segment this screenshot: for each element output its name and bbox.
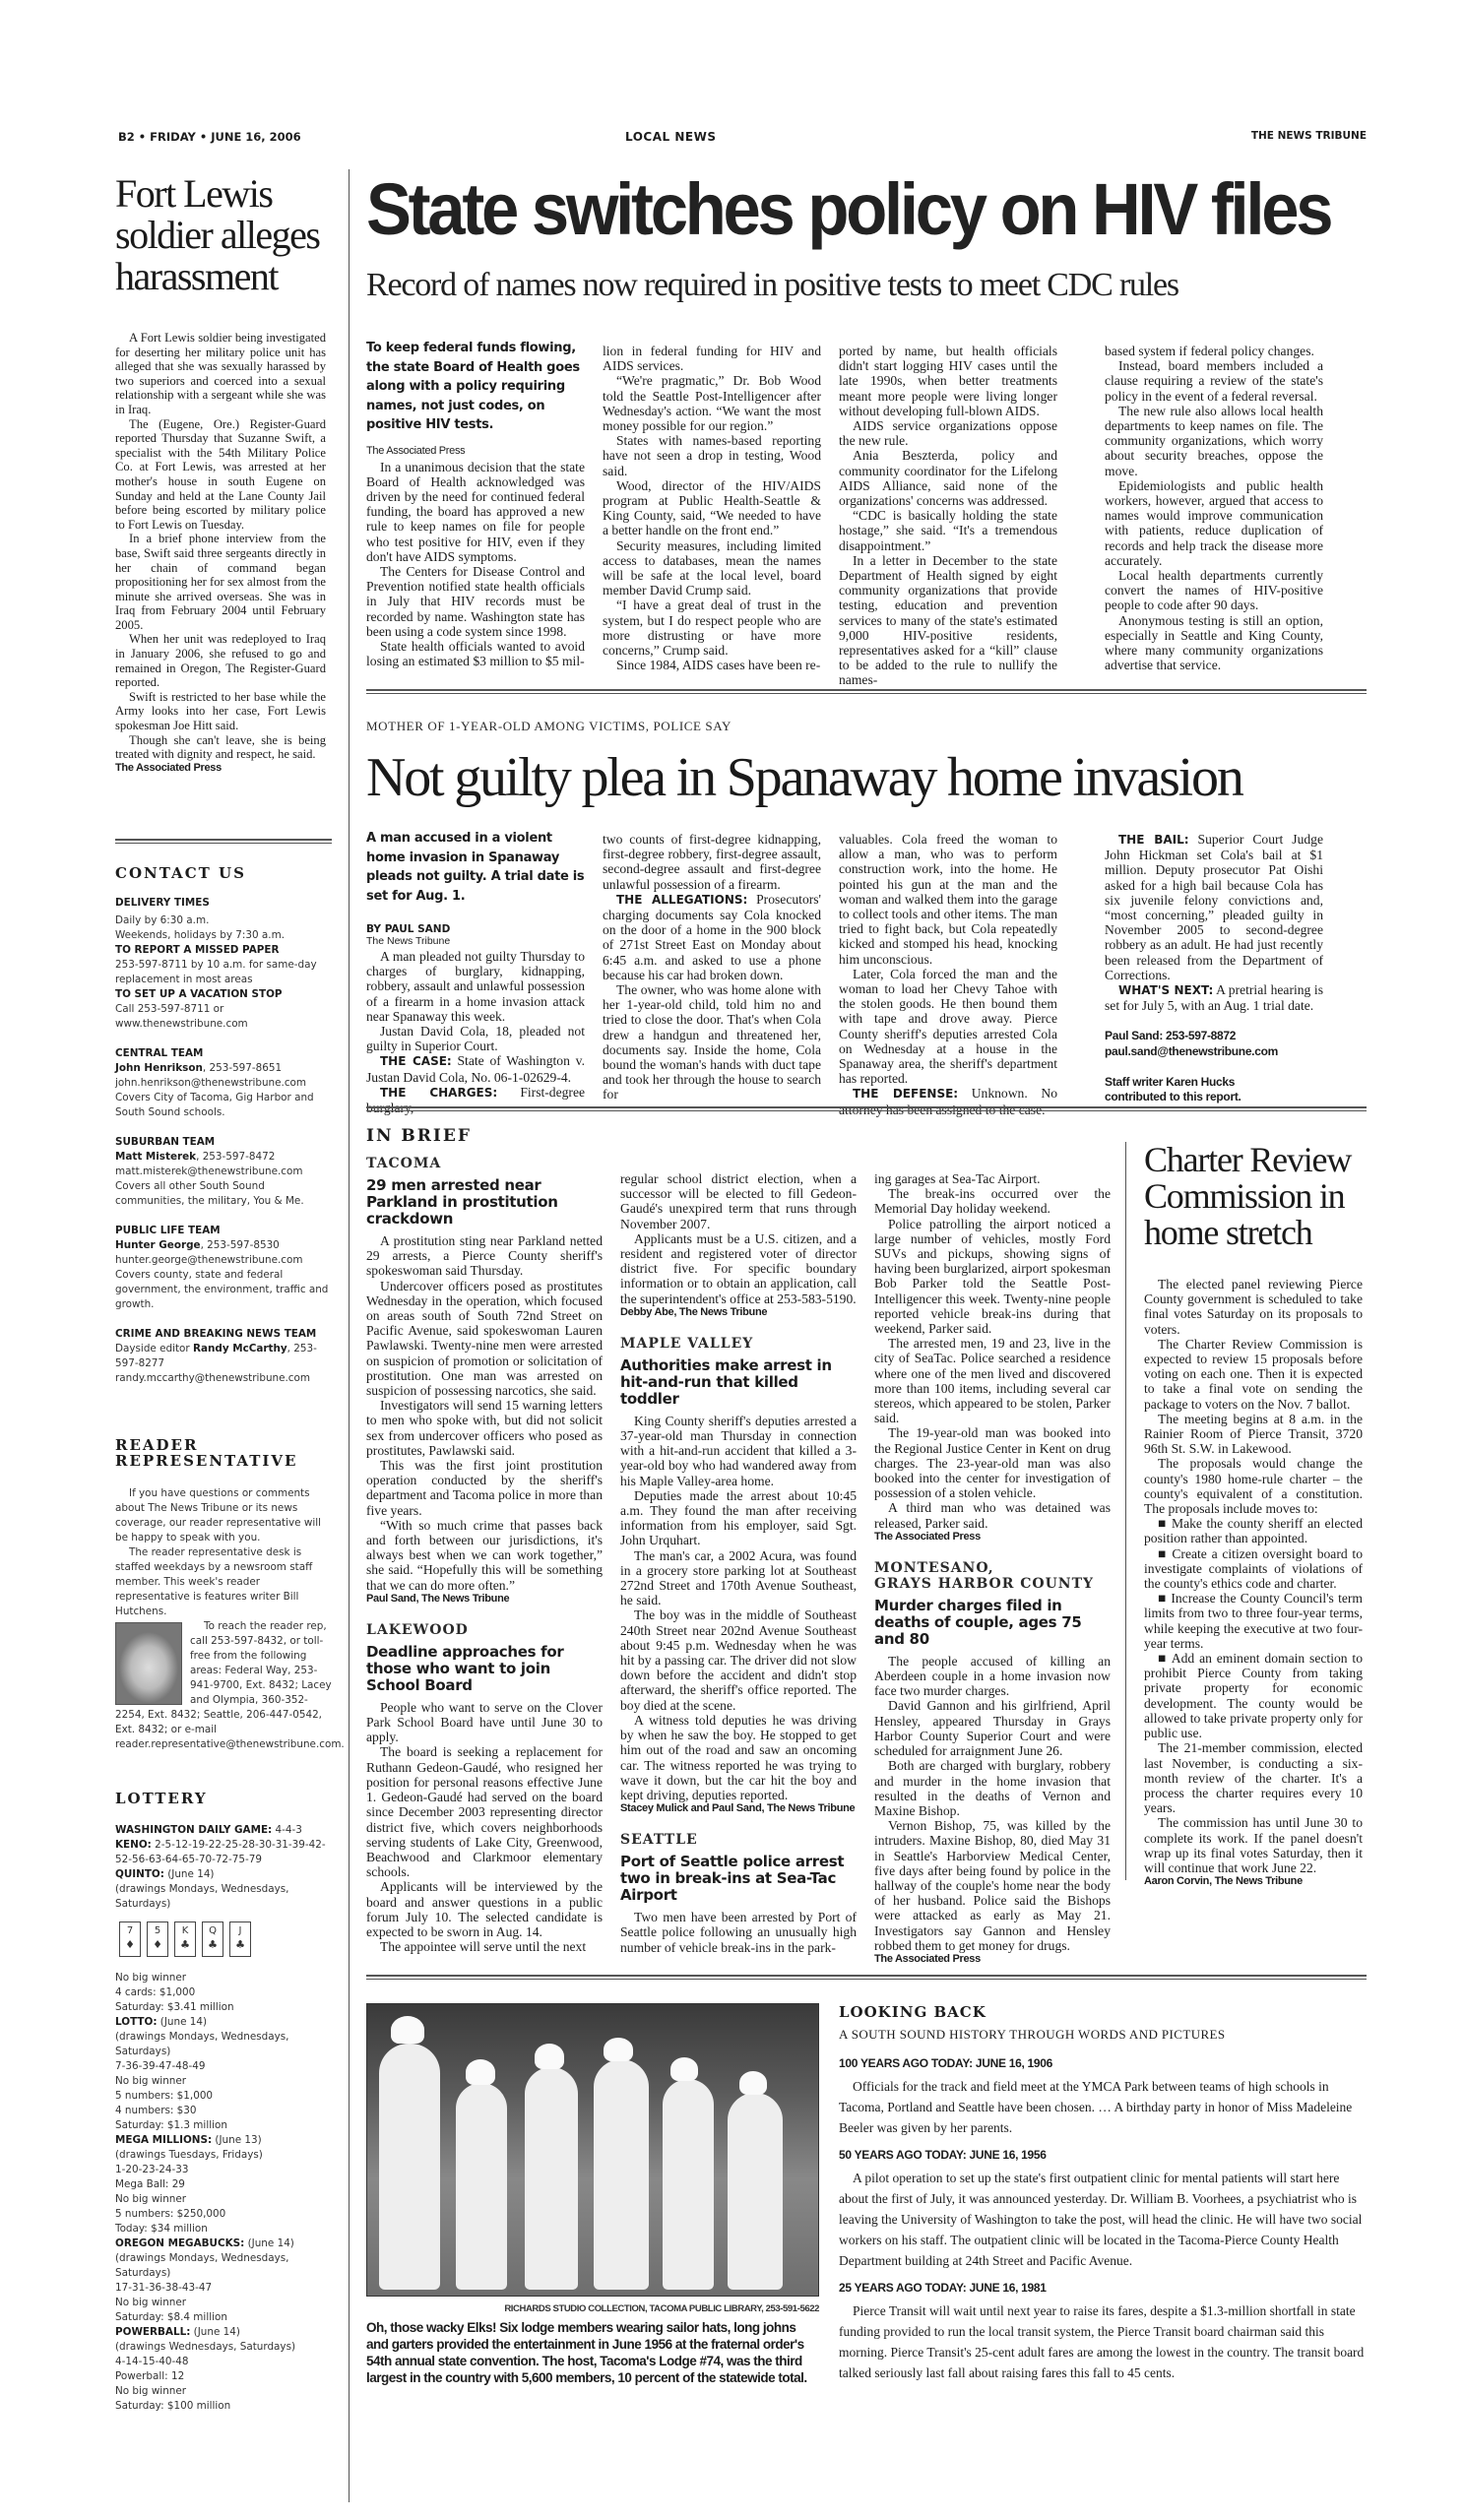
looking-back-title: LOOKING BACK [839, 2003, 987, 2021]
paragraph: based system if federal policy changes. [1105, 344, 1314, 358]
sailor-hat [670, 2057, 698, 2081]
photo-figure [525, 2067, 578, 2290]
paragraph: ported by name, but health officials didn't start logging HIV cases until the late 1990s, when better treatments meant more people were living longer without developing full-blown AIDS. [839, 344, 1057, 418]
powerball-label: POWERBALL: [115, 2326, 191, 2338]
bail-label: THE BAIL: [1118, 833, 1189, 847]
paragraph: Two men have been arrested by Port of Seattle police following an unusually high number of vehicle break-ins in the park- [620, 1910, 857, 1955]
history-entry-label: 100 YEARS AGO TODAY: JUNE 16, 1906 [839, 2056, 1053, 2070]
paragraph: Ania Beszterda, policy and community coordinator for the Lifelong AIDS Alliance, said none of the organizations' concerns was addressed. [839, 448, 1057, 509]
team-phone: , 253-597-8472 [196, 1151, 276, 1163]
paragraph: This was the first joint prostitution operation conducted by the sheriff's department and Tacoma police in more than five years. [366, 1458, 603, 1518]
hiv-column-2 [603, 344, 821, 672]
playing-card: J ♣ [229, 1922, 251, 1957]
paragraph: The break-ins occurred over the Memorial Day holiday weekend. [874, 1186, 1111, 1217]
hiv-credit: The Associated Press [366, 444, 466, 457]
photo-caption: Oh, those wacky Elks! Six lodge members wearing sailor hats, long johns and garters provided the entertainment in June 1956 at the fraternal order's 54th annual state convention. The host, Tacoma's Lodge #74, was the third largest in the country with 5,600 members, 10 percent of the statewide total. [366, 2320, 807, 2385]
quinto-label: QUINTO: [115, 1868, 164, 1880]
brief-headline: Murder charges filed in deaths of couple, ages 75 and 80 [874, 1596, 1082, 1648]
spanaway-column-1: A man accused in a violent home invasion in Spanaway pleads not guilty. A trial date is set for Aug. 1. BY PAUL SAND The News Tribune A man pleaded not guilty Thursday to charges of burglary, kidnapping, robbery, assault and unlawful possession of a firearm in a home invasion attack near Spanaway this week. Justan David Cola, 18, pleaded not guilty in Superior Court. THE CASE: State of Washington v. Justan David Cola, No. 06-1-02629-4. THE CHARGES: First-degree burglary, [366, 831, 586, 1116]
bullet-item: ■ Increase the County Council's term limits from two to three four-year terms, while keeping the executive at two four-year terms. [1144, 1591, 1364, 1651]
paragraph: “CDC is basically holding the state hostage,” she said. “It's a tremendous disappointment.” [839, 508, 1057, 553]
team-phone: , 253-597-8277 [115, 1343, 317, 1369]
delivery-label: DELIVERY TIMES [115, 897, 210, 909]
team-label: PUBLIC LIFE TEAM [115, 1225, 221, 1236]
brief-headline: Authorities make arrest in hit-and-run that killed toddler [620, 1355, 832, 1408]
hiv-subhead: Record of names now required in positive tests to meet CDC rules [366, 267, 1178, 303]
paragraph: Though she can't leave, she is being treated with dignity and respect, he said. [115, 732, 326, 762]
team-label: CENTRAL TEAM [115, 1047, 204, 1059]
team-email[interactable]: randy.mccarthy@thenewstribune.com [115, 1372, 311, 1384]
section-divider [366, 1975, 1367, 1980]
diamond-icon: ♦ [125, 1938, 135, 1951]
paragraph: Instead, board members included a clause requiring a review of the state's policy in the event of a federal reversal. [1105, 358, 1323, 404]
quinto-cards [119, 1922, 334, 1957]
paragraph: A Fort Lewis soldier being investigated for deserting her military police unit has alleged that she was sexually harassed by two superiors and coerced into a sexual relationship with a sergeant while she was in Iraq. [115, 331, 326, 416]
reporter-email[interactable]: paul.sand@thenewstribune.com [1105, 1043, 1278, 1058]
paragraph: “We're pragmatic,” Dr. Bob Wood told the Seattle Post-Intelligencer after Wednesday's action. “We want the most money possible for our region.” [603, 373, 821, 434]
playing-card: 5 ♦ [147, 1922, 168, 1957]
history-entry-text: A pilot operation to set up the state's first outpatient clinic for mental patients will start here about the first of July, it was announced yesterday. Dr. William B. Voorhees, a psychiatrist who is leaving the University of Washington to take the post, will head the clinic. He will have two social workers on his staff. The outpatient clinic will be located in the Tacoma-Pierce County Health Department building at 24th Street and Pacific Avenue. [839, 2171, 1363, 2268]
byline-org: The News Tribune [366, 935, 451, 947]
history-entry-text: Pierce Transit will wait until next year to raise its fares, despite a $1.3-million shortfall in state funding provided to run the local transit system, the Pierce Transit board chairman said this morning. Pierce Transit's 25-cent adult fares are among the lowest in the country. The transit board talked seriously last fall about raising fares this fall to 45 cents. [839, 2303, 1365, 2380]
reader-rep-paragraph: To reach the reader rep, call 253-597-8432, or toll-free from the following areas: Federal Way, 253-941-9700, Ext. 8432; Lacey and Olympia, 360-352-2254, Ext. 8432; Seattle, 206-447-0542, Ext. 8432; or e-mail reader.representative@thenewstribune.com. [115, 1620, 345, 1750]
paragraph: Police patrolling the airport noticed a large number of vehicles, mostly Ford SUVs and pickups, showing signs of having been burglarized, airport spokesman Bob Parker told the Seattle Post-Intelligencer this week. Twenty-nine people reported vehicle break-ins during that weekend, Parker said. [874, 1216, 1111, 1337]
bullet-item: ■ Make the county sheriff an elected position rather than appointed. [1144, 1516, 1363, 1546]
charter-credit: Aaron Corvin, The News Tribune [1144, 1875, 1303, 1888]
diamond-icon: ♦ [153, 1938, 162, 1951]
contact-us-title: CONTACT US [115, 864, 246, 882]
spanaway-headline: Not guilty plea in Spanaway home invasion [366, 747, 1242, 808]
paragraph: Justan David Cola, 18, pleaded not guilty in Superior Court. [366, 1024, 585, 1054]
team-label: SUBURBAN TEAM [115, 1136, 216, 1148]
paragraph: Investigators will send 15 warning letters to men who spoke with, but did not solicit sex from undercover officers who posed as prostitutes, Pawlawski said. [366, 1398, 603, 1458]
paragraph: People who want to serve on the Clover Park School Board have until June 30 to apply. [366, 1699, 603, 1745]
hiv-column-3 [839, 344, 1057, 688]
paragraph: The people accused of killing an Aberdeen couple in a home invasion now face two murder charges. [874, 1653, 1111, 1699]
paragraph: Deputies made the arrest about 10:45 a.m. They found the man after receiving information from his employer, said Sgt. John Urquhart. [620, 1487, 857, 1548]
team-suburban [115, 1135, 334, 1209]
case-label: THE CASE: [380, 1054, 452, 1069]
brief-credit: The Associated Press [874, 1952, 981, 1965]
paragraph: Local health departments currently convert the names of HIV-positive people to code after 90 days. [1105, 568, 1323, 613]
paragraph: regular school district election, when a successor will be elected to fill Gedeon-Gaudé's unexpired term that runs through November 2007. [620, 1171, 857, 1231]
reader-rep-photo [115, 1622, 182, 1705]
team-email[interactable]: matt.misterek@thenewstribune.com [115, 1166, 303, 1177]
paragraph: The arrested men, 19 and 23, live in the city of SeaTac. Police searched a residence where one of the men lived and discovered more than 100 items, including several car stereos, which appeared to be stolen, Parker said. [874, 1336, 1111, 1426]
contributor-note: Staff writer Karen Hucks contributed to this report. [1105, 1074, 1241, 1104]
paragraph: Security measures, including limited access to databases, mean the names will be safe at the local level, board member David Crump said. [603, 537, 821, 598]
page-number: B2 [118, 130, 135, 144]
team-public-life [115, 1224, 334, 1312]
day: FRIDAY [150, 130, 196, 144]
team-phone: , 253-597-8651 [202, 1062, 283, 1074]
section-divider [115, 839, 332, 844]
missed-paper-text: 253-597-8711 by 10 a.m. for same-day replacement in most areas [115, 959, 317, 985]
section-divider [366, 1106, 1367, 1111]
paragraph: In a letter in December to the state Department of Health signed by eight community organizations that provide testing, education and prevention services to many of the state's estimated 9,000 HIV-positive residents, representatives asked for a “kill” clause to be added to the rule to nullify the names- [839, 552, 1057, 688]
paragraph: The boy was in the middle of Southeast 240th Street near 202nd Avenue Southeast about 9:45 p.m. Wednesday when he was hit by a passing car. The driver did not slow down before the accident and didn't stop afterward, the sheriff's office reported. The boy died at the scene. [620, 1607, 857, 1713]
paragraph: A witness told deputies he was driving by when he saw the boy. He stopped to get him out of the road and saw an oncoming car. The witness reported he was trying to wave it down, but the car hit the boy and kept driving, deputies reported. [620, 1712, 857, 1802]
paragraph: In a brief phone interview from the base, Swift said three sergeants directly in her chain of command began propositioning her for sex almost from the minute she arrived overseas. She was in Iraq from February 2004 until February 2005. [115, 532, 326, 632]
brief-headline: 29 men arrested near Parkland in prostitution crackdown [366, 1176, 558, 1228]
hiv-summary-column [366, 339, 585, 668]
club-icon: ♣ [235, 1938, 245, 1951]
charter-story [1144, 1142, 1363, 1887]
sailor-hat [466, 2059, 495, 2085]
reporter-phone: Paul Sand: 253-597-8872 [1105, 1029, 1237, 1043]
paragraph: “I have a great deal of trust in the system, but I do respect people who are more distrusting or have more concerns,” Crump said. [603, 598, 821, 659]
brief-credit: Paul Sand, The News Tribune [366, 1592, 510, 1605]
team-email[interactable]: john.henrikson@thenewstribune.com [115, 1077, 307, 1089]
paragraph: States with names-based reporting have not seen a drop in testing, Wood said. [603, 433, 821, 478]
spanaway-column-4: THE BAIL: Superior Court Judge John Hickman set Cola's bail at $1 million. Deputy prosecutor Pat Oishi asked for a high bail because Cola has six juvenile felony convictions and, “most concerning,” pleaded guilty in November 2005 to second-degree robbery as an adult. He had just recently been released from the Department of Corrections. WHAT'S NEXT: A pretrial hearing is set for July 5, with an Aug. 1 trial date. Paul Sand: 253-597-8872 paul.sand@thenewstribune.com Staff writer Karen Hucks contributed to this report. [1105, 832, 1323, 1104]
paragraph: Undercover officers posed as prostitutes Wednesday in the operation, which focused on areas south of South 72nd Street on Pacific Avenue, said spokeswoman Lauren Pawlawski. Twenty-nine men were arrested on suspicion of promotion or solicitation of prostitution. One man was arrested on suspicion of possessing narcotics, she said. [366, 1278, 603, 1399]
fort-lewis-story [115, 173, 326, 774]
byline: BY PAUL SAND [366, 923, 451, 935]
history-entry-text: Officials for the track and field meet at the YMCA Park between teams of high schools in Tacoma, Portland and Seattle have been chosen. … A birthday party in honor of Miss Madeleine Beeler was given by her parents. [839, 2079, 1353, 2135]
paragraph: AIDS service organizations oppose the new rule. [839, 418, 1057, 449]
paragraph: The owner, who was home alone with her 1-year-old child, told him no and tried to close the door. That's when Cola drew a handgun and threatened her, documents say. Inside the home, Cola bound the woman's hands with duct tape and took her through the house to search for [603, 982, 821, 1102]
team-crime: CRIME AND BREAKING NEWS TEAM Dayside editor Randy McCarthy, 253-597-8277 randy.mccarthy@thenewstribune.com [115, 1327, 334, 1386]
sailor-hat [604, 2038, 633, 2061]
paragraph: The appointee will serve until the next [380, 1939, 587, 1955]
paragraph: A prostitution sting near Parkland netted 29 arrests, a Pierce County sheriff's spokeswoman said Thursday. [366, 1233, 603, 1279]
photo-figure [663, 2079, 714, 2290]
club-icon: ♣ [208, 1938, 218, 1951]
paragraph: In a unanimous decision that the state Board of Health acknowledged was driven by the need for continued federal funding, the board has approved a new rule to keep names on file for people who test positive for HIV, even if they don't have AIDS symptoms. [366, 459, 585, 564]
paragraph: ing garages at Sea-Tac Airport. [874, 1171, 1041, 1186]
dateline-seattle: SEATTLE [620, 1832, 698, 1849]
paragraph: Vernon Bishop, 75, was killed by the intruders. Maxine Bishop, 80, died May 31 in Seattle's Harborview Medical Center, five days after being found by police in the hallway of the couple's home near the body of her husband. Police said the Bishops were attacked as early as May 21. Investigators say Gannon and Hensley robbed them to get money for drugs. [874, 1818, 1111, 1953]
dateline-tacoma: TACOMA [366, 1156, 442, 1171]
paragraph: valuables. Cola freed the woman to allow a man, who was to perform construction work, into the home. He pointed his gun at the man and the woman and walked them into the garage to collect tools and other items. The man tried to fight back, but Cola repeatedly kicked and stomped his head, knocking him unconscious. [839, 832, 1057, 967]
paragraph: two counts of first-degree kidnapping, first-degree robbery, first-degree assault, second-degree assault and first-degree unlawful possession of a firearm. [603, 832, 821, 892]
elks-photo [366, 2003, 819, 2297]
team-phone: , 253-597-8530 [200, 1239, 280, 1251]
paragraph: When her unit was redeployed to Iraq in January 2006, she refused to go and remained in Oregon, The Register-Guard reported. [115, 632, 326, 690]
spanaway-story [366, 719, 1367, 809]
whats-next-label: WHAT'S NEXT: [1118, 983, 1214, 998]
charter-divider [1125, 1142, 1126, 1880]
square-bullet-icon: ■ [1158, 1516, 1172, 1532]
paper-name: THE NEWS TRIBUNE [1250, 130, 1367, 142]
paragraph: The proposals would change the county's 1980 home-rule charter – the county's equivalent of a constitution. The proposals include moves to: [1144, 1456, 1363, 1517]
square-bullet-icon: ■ [1158, 1545, 1173, 1561]
reader-rep-title: READER REPRESENTATIVE [115, 1436, 298, 1470]
sailor-hat [391, 2016, 424, 2044]
daily-game-value: 4-4-3 [272, 1824, 302, 1836]
lotto-label: LOTTO: [115, 2016, 158, 2028]
missed-paper-label: TO REPORT A MISSED PAPER [115, 944, 280, 956]
spanaway-column-2: two counts of first-degree kidnapping, first-degree robbery, first-degree assault, second-degree assault and first-degree unlawful possession of a firearm. THE ALLEGATIONS: Prosecutors' charging documents say Cola knocked on the door of a home in the 900 block of 271st Street East on Monday about 6:45 a.m. and asked to use a phone because his car had broken down. The owner, who was home alone with her 1-year-old child, told him no and tried to close the door. That's when Cola drew a handgun and threatened her, documents say. Inside the home, Cola bound the woman's hands with duct tape and took her through the house to search for [603, 832, 822, 1102]
sailor-hat [535, 2044, 564, 2069]
paragraph: Epidemiologists and public health workers, however, argued that access to names would improve communication with patients, reduce duplication of records and help track the disease more accurately. [1105, 477, 1323, 568]
spanaway-summary: A man accused in a violent home invasion in Spanaway pleads not guilty. A trial date is set for Aug. 1. [366, 831, 585, 904]
paragraph: State health officials wanted to avoid losing an estimated $3 million to $5 mil- [366, 638, 585, 669]
hiv-summary: To keep federal funds flowing, the state Board of Health goes along with a policy requiring names, not just codes, on positive HIV tests. [366, 341, 580, 432]
team-contact-name: Hunter George [115, 1239, 201, 1251]
quinto-schedule: (drawings Mondays, Wednesdays, Saturdays) [115, 1883, 289, 1910]
mega-millions-label: MEGA MILLIONS: [115, 2134, 213, 2146]
reader-rep-box [115, 1436, 345, 1752]
hiv-headline: State switches policy on HIV files [366, 168, 1331, 250]
oregon-megabucks-label: OREGON MEGABUCKS: [115, 2237, 245, 2249]
dateline-lakewood: LAKEWOOD [366, 1621, 469, 1638]
paragraph: lion in federal funding for HIV and AIDS services. [603, 344, 821, 374]
paragraph: The board is seeking a replacement for Ruthann Gedeon-Gaudé, who resigned her position for personal reasons effective June 1. Gedeon-Gaudé had served on the board since December 2003 representing director district five, which covers neighborhoods serving students of Lake City, Greenwood, Beachwood and Clarkmoor elementary schools. [366, 1744, 603, 1880]
contact-us-box [115, 864, 334, 1386]
section-divider [366, 689, 1367, 694]
paragraph: The 21-member commission, elected last November, is conducting a six-month review of the charter. It's a process the charter requires every 10 years. [1144, 1740, 1363, 1816]
allegations-label: THE ALLEGATIONS: [616, 892, 748, 907]
charges-label: THE CHARGES: [380, 1085, 498, 1100]
team-covers: Covers all other South Sound communities, the military, You & Me. [115, 1180, 304, 1207]
delivery-line: Weekends, holidays by 7:30 a.m. [115, 929, 286, 941]
dateline-montesano: MONTESANO, GRAYS HARBOR COUNTY [874, 1559, 1095, 1592]
square-bullet-icon: ■ [1158, 1591, 1172, 1606]
lottery-box: LOTTERY WASHINGTON DAILY GAME: 4-4-3 KENO: 2-5-12-19-22-25-28-30-31-39-42-52-56-63-64-65-70-72-75-79 QUINTO: (June 14) (drawings Mondays, Wednesdays, Saturdays) 7 ♦ 5 ♦ K ♣ Q ♣ J ♣ No big winner 4 cards: $1,000 Saturday: $3.41 million LOTTO: (June 14) (drawings Mondays, Wednesdays, Saturdays) 7-36-39-47-48-49 No big winner 5 numbers: $1,000 4 numbers: $30 Saturday: $1.3 million MEGA MILLIONS: (June 13) (drawings Tuesdays, Fridays) 1-20-23-24-33 Mega Ball: 29 No big winner 5 numbers: $250,000 Today: $34 million OREGON MEGABUCKS: (June 14) (drawings Mondays, Wednesdays, Saturdays) 17-31-36-38-43-47 No big winner Saturday: $8.4 million POWERBALL: (June 14) (drawings Wednesdays, Saturdays) 4-14-15-40-48 Powerball: 12 No big winner Saturday: $100 million [115, 1790, 334, 2414]
photo-credit: RICHARDS STUDIO COLLECTION, TACOMA PUBLIC LIBRARY, 253-591-5622 [504, 2303, 819, 2314]
paragraph: A third man who was detained was released, Parker said. [874, 1500, 1111, 1531]
paragraph: King County sheriff's deputies arrested a 37-year-old man Thursday in connection with a hit-and-run accident that killed a 3-year-old boy who had wandered away from his Maple Valley-area home. [620, 1413, 857, 1488]
left-rail-divider [349, 169, 350, 2502]
dateline-maple-valley: MAPLE VALLEY [620, 1335, 754, 1352]
playing-card: 7 ♦ [119, 1922, 141, 1957]
playing-card: K ♣ [174, 1922, 196, 1957]
vacation-stop-text[interactable]: Call 253-597-8711 or www.thenewstribune.com [115, 1003, 248, 1030]
paragraph: The 19-year-old man was booked into the Regional Justice Center in Kent on drug charges. The 23-year-old man was also booked into the center for investigation of possession of a stolen vehicle. [874, 1425, 1111, 1501]
paragraph: Applicants will be interviewed by the board and answer questions in a public forum July 10. The selected candidate is expected to be sworn in Aug. 14. [366, 1879, 603, 1939]
keno-label: KENO: [115, 1839, 152, 1851]
paragraph: The commission has until June 30 to complete its work. If the panel doesn't wrap up its final votes Saturday, then it will continue that work June 22. [1144, 1815, 1363, 1875]
team-central [115, 1046, 334, 1120]
in-brief-title: IN BRIEF [366, 1126, 472, 1146]
daily-game-label: WASHINGTON DAILY GAME: [115, 1824, 273, 1836]
hiv-story [366, 167, 1367, 305]
paragraph: David Gannon and his girlfriend, April Hensley, appeared Thursday in Grays Harbor County Superior Court and were scheduled for arraignment June 26. [874, 1698, 1111, 1759]
paragraph: “With so much crime that passes back and forth between our jurisdictions, it's always best when we can work together,” she said. “Hopefully this will be something that we can do more often.” [366, 1517, 603, 1593]
delivery-line: Daily by 6:30 a.m. [115, 914, 210, 926]
lottery-title: LOTTERY [115, 1790, 208, 1807]
paragraph: Applicants must be a U.S. citizen, and a resident and registered voter of director district five. For specific boundary information or to obtain an application, call the superintendent's office at 253-583-5190. [620, 1230, 857, 1306]
reader-rep-paragraph: If you have questions or comments about The News Tribune or its news coverage, our reader representative will be happy to speak with you. [115, 1487, 321, 1544]
team-label: CRIME AND BREAKING NEWS TEAM [115, 1328, 317, 1340]
brief-headline: Port of Seattle police arrest two in break-ins at Sea-Tac Airport [620, 1853, 845, 1905]
paragraph: The Centers for Disease Control and Prevention notified state health officials in July that HIV records must be recorded by name. Washington state has been using a code system since 1998. [366, 563, 585, 639]
photo-figure [456, 2083, 507, 2290]
team-contact-name: John Henrikson [115, 1062, 203, 1074]
square-bullet-icon: ■ [1158, 1651, 1172, 1667]
brief-credit: The Associated Press [874, 1530, 981, 1543]
reader-rep-paragraph: The reader representative desk is staffed weekdays by a newsroom staff member. This week's reader representative is features writer Bill Hutchens. [115, 1546, 313, 1617]
paragraph: Anonymous testing is still an option, especially in Seattle and King County, where many community organizations advertise that service. [1105, 612, 1323, 673]
paragraph: Both are charged with burglary, robbery and murder in the home invasion that resulted in the deaths of Vernon and Maxine Bishop. [874, 1758, 1111, 1818]
history-entry-label: 25 YEARS AGO TODAY: JUNE 16, 1981 [839, 2281, 1047, 2295]
team-email[interactable]: hunter.george@thenewstribune.com [115, 1254, 303, 1266]
brief-column-1 [366, 1156, 603, 1954]
team-contact-name: Randy McCarthy [193, 1343, 287, 1354]
photo-figure [594, 2059, 649, 2290]
looking-back-subtitle: A SOUTH SOUND HISTORY THROUGH WORDS AND PICTURES [839, 2027, 1226, 2042]
fort-lewis-body [115, 331, 326, 762]
paragraph: The meeting begins at 8 a.m. in the Rainier Room of Pierce Transit, 3720 96th St. S.W. in Lakewood. [1144, 1411, 1363, 1457]
photo-figure [379, 2044, 440, 2290]
team-covers: Covers county, state and federal government, the environment, traffic and growth. [115, 1269, 329, 1310]
photo-figure [728, 2093, 783, 2290]
paragraph: The (Eugene, Ore.) Register-Guard reported Thursday that Suzanne Swift, a specialist with the 54th Military Police Co. at Fort Lewis, was arrested at her mother's house in south Eugene on Sunday and held at the Lane County Jail before being escorted by military police to Fort Lewis on Tuesday. [115, 416, 326, 532]
paragraph: The man's car, a 2002 Acura, was found in a grocery store parking lot at Southeast 272nd Street and 170th Avenue Southeast, he said. [620, 1547, 857, 1608]
team-contact-name: Matt Misterek [115, 1151, 197, 1163]
brief-headline: Deadline approaches for those who want to join School Board [366, 1642, 564, 1694]
bullet-item: ■ Create a citizen oversight board to investigate complaints of violations of the county's ethics code and charter. [1144, 1545, 1364, 1592]
hiv-column-4 [1105, 344, 1323, 672]
bullet-item: ■ Add an eminent domain section to prohibit Pierce County from taking private property for economic development. The county would be allowed to take private property only for public use. [1144, 1651, 1364, 1741]
playing-card: Q ♣ [202, 1922, 223, 1957]
paragraph: Wood, director of the HIV/AIDS program at Public Health-Seattle & King County, said, “We needed to have a better handle on the front end.” [603, 477, 821, 538]
paragraph: A man pleaded not guilty Thursday to charges of burglary, kidnapping, robbery, assault and unlawful possession of a firearm in a home invasion attack near Spanaway this week. [366, 949, 585, 1024]
folio: B2 • FRIDAY • JUNE 16, 2006 [118, 130, 301, 144]
history-entry-label: 50 YEARS AGO TODAY: JUNE 16, 1956 [839, 2148, 1047, 2162]
paragraph: Later, Cola forced the man and the woman to load her Chevy Tahoe with the stolen goods. He then bound them with tape and drove away. Pierce County sheriff's deputies arrested Cola on Wednesday at a house in the Spanaway area, the sheriff's department has reported. [839, 966, 1057, 1087]
looking-back-column [839, 2003, 1367, 2383]
page-header [118, 130, 1367, 146]
keno-value: 2-5-12-19-22-25-28-30-31-39-42-52-56-63-64-65-70-72-75-79 [115, 1839, 326, 1865]
paragraph: The Charter Review Commission is expected to review 15 proposals before voting on each one. Then it is expected to take a final vote on sending the package to voters on the Nov. 7 ballot. [1144, 1336, 1363, 1412]
paragraph: The new rule also allows local health departments to keep names on file. The community organizations, which worry about security breaches, oppose the move. [1105, 403, 1323, 478]
section-name: LOCAL NEWS [625, 130, 717, 144]
paragraph: Swift is restricted to her base while the Army looks into her case, Fort Lewis spokesman Joe Hitt said. [115, 689, 326, 733]
brief-column-2 [620, 1171, 857, 1955]
vacation-stop-label: TO SET UP A VACATION STOP [115, 988, 283, 1000]
date: JUNE 16, 2006 [211, 130, 301, 144]
fort-lewis-headline: Fort Lewis soldier alleges harassment [115, 171, 320, 298]
paragraph: The elected panel reviewing Pierce County government is scheduled to take final votes Saturday on its proposals to voters. [1144, 1277, 1363, 1337]
brief-credit: Debby Abe, The News Tribune [620, 1305, 768, 1318]
spanaway-kicker: MOTHER OF 1-YEAR-OLD AMONG VICTIMS, POLICE SAY [366, 719, 732, 733]
charter-headline: Charter Review Commission in home stretch [1144, 1140, 1352, 1252]
brief-column-3 [874, 1171, 1111, 1965]
brief-credit: Stacey Mulick and Paul Sand, The News Tribune [620, 1802, 856, 1815]
club-icon: ♣ [180, 1938, 190, 1951]
sailor-hat [739, 2071, 767, 2095]
spanaway-column-3: valuables. Cola freed the woman to allow a man, who was to perform construction work, into the home. He pointed his gun at the man and the woman and walked them into the garage to collect tools and other items. The man tried to fight back, but Cola repeatedly kicked and stomped his head, knocking him unconscious. Later, Cola forced the man and the woman to load her Chevy Tahoe with the stolen goods. He then bound them with tape and drove away. Pierce County sheriff's deputies arrested Cola on Wednesday at a house in the Spanaway area, the sheriff's department has reported. THE DEFENSE: Unknown. No attorney has been assigned to the case. [839, 832, 1057, 1117]
team-covers: Covers City of Tacoma, Gig Harbor and South Sound schools. [115, 1092, 314, 1118]
defense-label: THE DEFENSE: [853, 1087, 959, 1102]
fort-lewis-credit: The Associated Press [115, 761, 222, 774]
paragraph: Since 1984, AIDS cases have been re- [616, 658, 821, 673]
